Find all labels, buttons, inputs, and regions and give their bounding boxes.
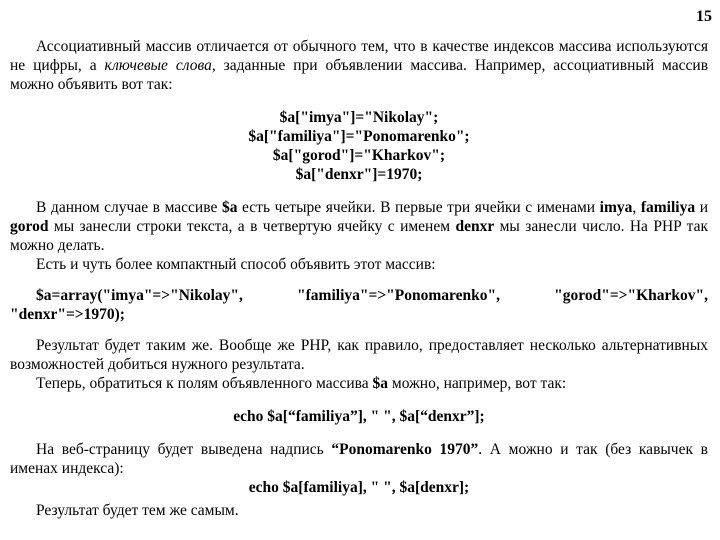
paragraph-output [10, 440, 708, 478]
code-line: $a["imya"]="Nikolay"; [279, 109, 439, 126]
text: мы занесли строки текста, а в четвертую ячейку с именем [48, 218, 456, 235]
code-ref: gorod [10, 218, 49, 235]
italic-term: ключевые слова [104, 57, 212, 74]
code-ref: imya [599, 199, 633, 216]
output-string: “Ponomarenko 1970” [331, 441, 479, 458]
text: На веб-страницу будет выведена надпись [36, 441, 332, 458]
code-line: $a["gorod"]="Kharkov"; [272, 147, 446, 164]
text: , заданные при объявлении массива. Например, ассоциативный массив можно объявить вот так: [10, 57, 709, 93]
text: Теперь, обратиться к полям объявленного массива [36, 375, 373, 392]
page-number: 15 [696, 8, 712, 25]
text: Ассоциативный массив отличается от обычного тем, что в качестве индексов массива используются не цифры, а [10, 38, 708, 74]
paragraph-explanation [10, 198, 708, 255]
code-ref: denxr [455, 218, 495, 235]
code-echo-quoted: echo $a[“familiya”], " ", $a[“denxr”]; [233, 408, 485, 425]
paragraph-compact: Есть и чуть более компактный способ объявить этот массив: [36, 256, 436, 273]
paragraph-result: Результат будет таким же. Вообще же PHP, как правило, предоставляет несколько альтернативных возможностей добиться нужного результата. [10, 337, 708, 373]
paragraph-access [10, 374, 708, 393]
text: В данном случае в массиве [36, 199, 222, 216]
code-echo-unquoted: echo $a[familiya], " ", $a[denxr]; [248, 479, 470, 496]
text: , [632, 199, 641, 216]
text: . А можно и так (без кавычек в именах индекса): [10, 441, 708, 477]
code-line: $a["denxr"]=1970; [295, 166, 423, 183]
text: и [695, 199, 709, 216]
code-array-declaration: $a=array("imya"=>"Nikolay", "familiya"=>"Ponomarenko", "gorod"=>"Kharkov", "denxr"=>1970); [10, 287, 708, 323]
document-body [10, 0, 708, 520]
code-line: $a["familiya"]="Ponomarenko"; [248, 128, 470, 145]
code-ref: familiya [640, 199, 696, 216]
paragraph-intro [10, 37, 708, 94]
code-ref: $a [221, 199, 238, 216]
code-block-assignments [10, 108, 708, 184]
code-ref: $a [372, 375, 389, 392]
text: можно, например, вот так: [388, 375, 567, 392]
paragraph-same-result: Результат будет тем же самым. [36, 502, 239, 519]
text: мы занесли число. На PHP так можно делать. [10, 218, 708, 254]
text: есть четыре ячейки. В первые три ячейки с именами [237, 199, 600, 216]
